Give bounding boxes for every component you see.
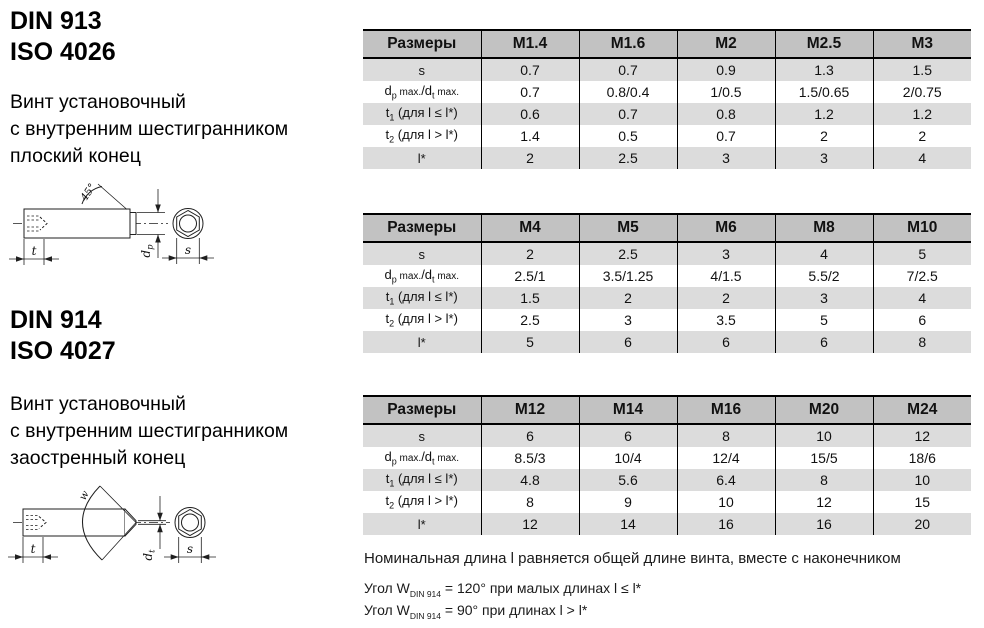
note-standard-subscript: DIN 914 xyxy=(409,588,442,599)
label-text: t xyxy=(385,289,390,305)
cell-value: 0.9 xyxy=(677,58,775,81)
label-text: (для l ≤ l*) xyxy=(394,289,458,305)
cell-value: 2 xyxy=(579,287,677,309)
cell-value: 3 xyxy=(775,147,873,169)
cell-value: 10 xyxy=(677,491,775,513)
row-label xyxy=(363,147,481,169)
standard-block-din913 xyxy=(10,6,116,68)
table-row xyxy=(363,242,971,265)
sizes-corner-header: Размеры xyxy=(363,214,481,242)
label-text: (для l > l*) xyxy=(394,493,458,509)
row-label xyxy=(363,242,481,265)
label-text: l* xyxy=(417,150,426,166)
size-column-header: M16 xyxy=(677,396,775,424)
label-subscript: t xyxy=(432,90,435,101)
dim-subscript: t xyxy=(147,549,158,553)
cell-value: 2 xyxy=(481,147,579,169)
size-column-header: M6 xyxy=(677,214,775,242)
flat-point-screw-drawing xyxy=(0,172,240,274)
cell-value: 1.2 xyxy=(873,103,971,125)
sizes-corner-header: Размеры xyxy=(363,396,481,424)
row-label xyxy=(363,103,481,125)
cell-value: 5 xyxy=(481,331,579,353)
cell-value: 8 xyxy=(481,491,579,513)
cell-value: 6 xyxy=(873,309,971,331)
description-line: заостренный конец xyxy=(10,447,186,469)
cell-value: 0.7 xyxy=(481,81,579,103)
cell-value: 8 xyxy=(775,469,873,491)
iso-4027-title: ISO 4027 xyxy=(10,337,116,365)
cell-value: 6 xyxy=(579,424,677,447)
cell-value: 6 xyxy=(775,331,873,353)
label-subscript: t xyxy=(432,274,435,285)
cell-value: 1.3 xyxy=(775,58,873,81)
cell-value: 0.7 xyxy=(579,103,677,125)
cone-point-screw-drawing xyxy=(0,482,240,578)
socket-depth-label: t xyxy=(31,244,37,258)
cell-value: 10 xyxy=(873,469,971,491)
cell-value: 0.5 xyxy=(579,125,677,147)
label-subscript: 1 xyxy=(389,112,395,123)
note-angle-90 xyxy=(364,602,587,621)
cell-value: 7/2.5 xyxy=(873,265,971,287)
description-line: Винт установочный xyxy=(10,393,186,415)
cell-value: 5.5/2 xyxy=(775,265,873,287)
dimensions-table-m4-to-m10 xyxy=(363,213,971,353)
hex-width-dimension xyxy=(162,238,214,264)
label-text: max. xyxy=(434,271,459,283)
cell-value: 0.7 xyxy=(481,58,579,81)
table-row xyxy=(363,265,971,287)
cell-value: 4.8 xyxy=(481,469,579,491)
cell-value: 10/4 xyxy=(579,447,677,469)
cell-value: 2.5/1 xyxy=(481,265,579,287)
label-subscript: 2 xyxy=(389,134,395,145)
dimensions-table-m12-to-m24 xyxy=(363,395,971,535)
size-column-header: M2 xyxy=(677,30,775,58)
dim-subscript: p xyxy=(145,244,156,250)
row-label xyxy=(363,265,481,287)
cell-value: 2 xyxy=(481,242,579,265)
cell-value: 15 xyxy=(873,491,971,513)
label-text: l* xyxy=(417,334,426,350)
point-diameter-label xyxy=(139,244,156,258)
cell-value: 2.5 xyxy=(481,309,579,331)
socket-depth-dimension xyxy=(8,537,58,563)
cell-value: 2.5 xyxy=(579,147,677,169)
cell-value: 4 xyxy=(873,147,971,169)
label-text: t xyxy=(385,127,390,143)
label-subscript: t xyxy=(432,456,435,467)
cell-value: 3.5/1.25 xyxy=(579,265,677,287)
point-diameter-dimension xyxy=(138,496,166,561)
screw-end-view xyxy=(173,209,203,239)
hex-width-label: s xyxy=(184,243,192,257)
label-text: (для l > l*) xyxy=(394,127,458,143)
dim-letter: d xyxy=(139,249,153,258)
cell-value: 5 xyxy=(775,309,873,331)
row-label xyxy=(363,58,481,81)
screw-side-view xyxy=(13,509,170,536)
row-label xyxy=(363,491,481,513)
chamfer-angle-label: 45° xyxy=(78,181,99,204)
socket-depth-dimension xyxy=(9,239,59,265)
hex-width-dimension xyxy=(164,537,216,563)
cell-value: 3 xyxy=(677,147,775,169)
size-column-header: M8 xyxy=(775,214,873,242)
table-header-row xyxy=(363,396,971,424)
cell-value: 12 xyxy=(775,491,873,513)
cell-value: 6.4 xyxy=(677,469,775,491)
cell-value: 2/0.75 xyxy=(873,81,971,103)
label-text: (для l ≤ l*) xyxy=(394,105,458,121)
size-column-header: M24 xyxy=(873,396,971,424)
label-text: (для l ≤ l*) xyxy=(394,471,458,487)
cell-value: 8.5/3 xyxy=(481,447,579,469)
row-label xyxy=(363,81,481,103)
row-label xyxy=(363,287,481,309)
description-flat-point xyxy=(10,89,288,170)
label-subscript: 2 xyxy=(389,500,395,511)
row-label xyxy=(363,424,481,447)
table-row xyxy=(363,424,971,447)
table-row xyxy=(363,491,971,513)
standard-block-din914 xyxy=(10,305,116,367)
row-label xyxy=(363,331,481,353)
dim-letter: d xyxy=(141,552,155,561)
description-line: плоский конец xyxy=(10,145,141,167)
label-text: l* xyxy=(417,516,426,532)
label-text: /d xyxy=(421,83,433,99)
cell-value: 18/6 xyxy=(873,447,971,469)
label-text: max. xyxy=(434,87,459,99)
note-prefix: Угол W xyxy=(364,602,410,618)
label-text: max. xyxy=(396,453,422,465)
table-row xyxy=(363,447,971,469)
table-row xyxy=(363,513,971,535)
cell-value: 4 xyxy=(873,287,971,309)
label-text: d xyxy=(384,83,392,99)
description-line: с внутренним шестигранником xyxy=(10,420,289,442)
label-text: (для l > l*) xyxy=(394,311,458,327)
label-subscript: 1 xyxy=(389,296,395,307)
dimensions-table-m1-4-to-m3 xyxy=(363,29,971,169)
label-text: d xyxy=(384,449,392,465)
description-cone-point xyxy=(10,391,288,472)
cell-value: 3 xyxy=(579,309,677,331)
table-row xyxy=(363,309,971,331)
note-prefix: Угол W xyxy=(364,580,410,596)
cell-value: 20 xyxy=(873,513,971,535)
cell-value: 8 xyxy=(873,331,971,353)
cell-value: 1.5 xyxy=(481,287,579,309)
cell-value: 5 xyxy=(873,242,971,265)
size-column-header: M14 xyxy=(579,396,677,424)
row-label xyxy=(363,447,481,469)
cell-value: 3 xyxy=(775,287,873,309)
label-text: t xyxy=(385,493,390,509)
note-nominal-length: Номинальная длина l равняется общей длине винта, вместе с наконечником xyxy=(364,550,901,567)
size-column-header: M12 xyxy=(481,396,579,424)
cell-value: 2 xyxy=(775,125,873,147)
chamfer-angle-annotation xyxy=(78,181,127,209)
cell-value: 0.6 xyxy=(481,103,579,125)
row-label xyxy=(363,513,481,535)
size-column-header: M5 xyxy=(579,214,677,242)
cell-value: 6 xyxy=(677,331,775,353)
cell-value: 6 xyxy=(481,424,579,447)
label-text: /d xyxy=(421,267,433,283)
cell-value: 5.6 xyxy=(579,469,677,491)
label-text: max. xyxy=(396,271,422,283)
table-row xyxy=(363,81,971,103)
note-rest: = 90° при длинах l > l* xyxy=(441,602,588,618)
cell-value: 15/5 xyxy=(775,447,873,469)
cell-value: 3.5 xyxy=(677,309,775,331)
cell-value: 16 xyxy=(775,513,873,535)
table-row xyxy=(363,147,971,169)
cell-value: 12 xyxy=(481,513,579,535)
table-row xyxy=(363,469,971,491)
cell-value: 1/0.5 xyxy=(677,81,775,103)
label-subscript: p xyxy=(391,274,397,285)
label-text: max. xyxy=(434,453,459,465)
label-text: max. xyxy=(396,87,422,99)
label-subscript: p xyxy=(391,90,397,101)
cell-value: 0.8/0.4 xyxy=(579,81,677,103)
table-header-row xyxy=(363,30,971,58)
table-row xyxy=(363,125,971,147)
table-row xyxy=(363,287,971,309)
note-rest: = 120° при малых длинах l ≤ l* xyxy=(441,580,642,596)
label-text: d xyxy=(384,267,392,283)
cell-value: 2 xyxy=(677,287,775,309)
cell-value: 12 xyxy=(873,424,971,447)
size-column-header: M2.5 xyxy=(775,30,873,58)
cell-value: 9 xyxy=(579,491,677,513)
size-column-header: M4 xyxy=(481,214,579,242)
cell-value: 4/1.5 xyxy=(677,265,775,287)
row-label xyxy=(363,469,481,491)
label-subscript: p xyxy=(391,456,397,467)
hex-width-label: s xyxy=(186,542,194,556)
iso-4026-title: ISO 4026 xyxy=(10,38,116,66)
cone-angle-label: w xyxy=(76,488,92,503)
cell-value: 6 xyxy=(579,331,677,353)
socket-depth-label: t xyxy=(30,542,36,556)
label-text: t xyxy=(385,471,390,487)
cell-value: 0.8 xyxy=(677,103,775,125)
description-line: с внутренним шестигранником xyxy=(10,118,289,140)
table-header-row xyxy=(363,214,971,242)
label-subscript: 1 xyxy=(389,478,395,489)
note-standard-subscript: DIN 914 xyxy=(409,610,442,621)
cell-value: 3 xyxy=(677,242,775,265)
cell-value: 1.2 xyxy=(775,103,873,125)
table-row xyxy=(363,58,971,81)
cell-value: 16 xyxy=(677,513,775,535)
cell-value: 12/4 xyxy=(677,447,775,469)
size-column-header: M1.6 xyxy=(579,30,677,58)
din-913-title: DIN 913 xyxy=(10,7,102,35)
description-line: Винт установочный xyxy=(10,91,186,113)
cell-value: 8 xyxy=(677,424,775,447)
sizes-corner-header: Размеры xyxy=(363,30,481,58)
cell-value: 1.5/0.65 xyxy=(775,81,873,103)
cell-value: 14 xyxy=(579,513,677,535)
cell-value: 0.7 xyxy=(677,125,775,147)
size-column-header: M10 xyxy=(873,214,971,242)
note-angle-120 xyxy=(364,580,641,599)
screw-end-view xyxy=(175,508,205,538)
din-914-title: DIN 914 xyxy=(10,306,102,334)
row-label xyxy=(363,125,481,147)
table-row xyxy=(363,331,971,353)
row-label xyxy=(363,309,481,331)
label-text: s xyxy=(418,246,425,262)
cell-value: 1.5 xyxy=(873,58,971,81)
screw-side-view xyxy=(13,209,168,238)
cell-value: 2 xyxy=(873,125,971,147)
table-row xyxy=(363,103,971,125)
label-text: s xyxy=(418,428,425,444)
size-column-header: M3 xyxy=(873,30,971,58)
label-text: t xyxy=(385,311,390,327)
cell-value: 4 xyxy=(775,242,873,265)
size-column-header: M20 xyxy=(775,396,873,424)
label-subscript: 2 xyxy=(389,318,395,329)
cell-value: 10 xyxy=(775,424,873,447)
cell-value: 0.7 xyxy=(579,58,677,81)
cell-value: 1.4 xyxy=(481,125,579,147)
label-text: s xyxy=(418,62,425,78)
label-text: /d xyxy=(421,449,433,465)
label-text: t xyxy=(385,105,390,121)
point-diameter-label xyxy=(141,549,158,561)
size-column-header: M1.4 xyxy=(481,30,579,58)
cell-value: 2.5 xyxy=(579,242,677,265)
